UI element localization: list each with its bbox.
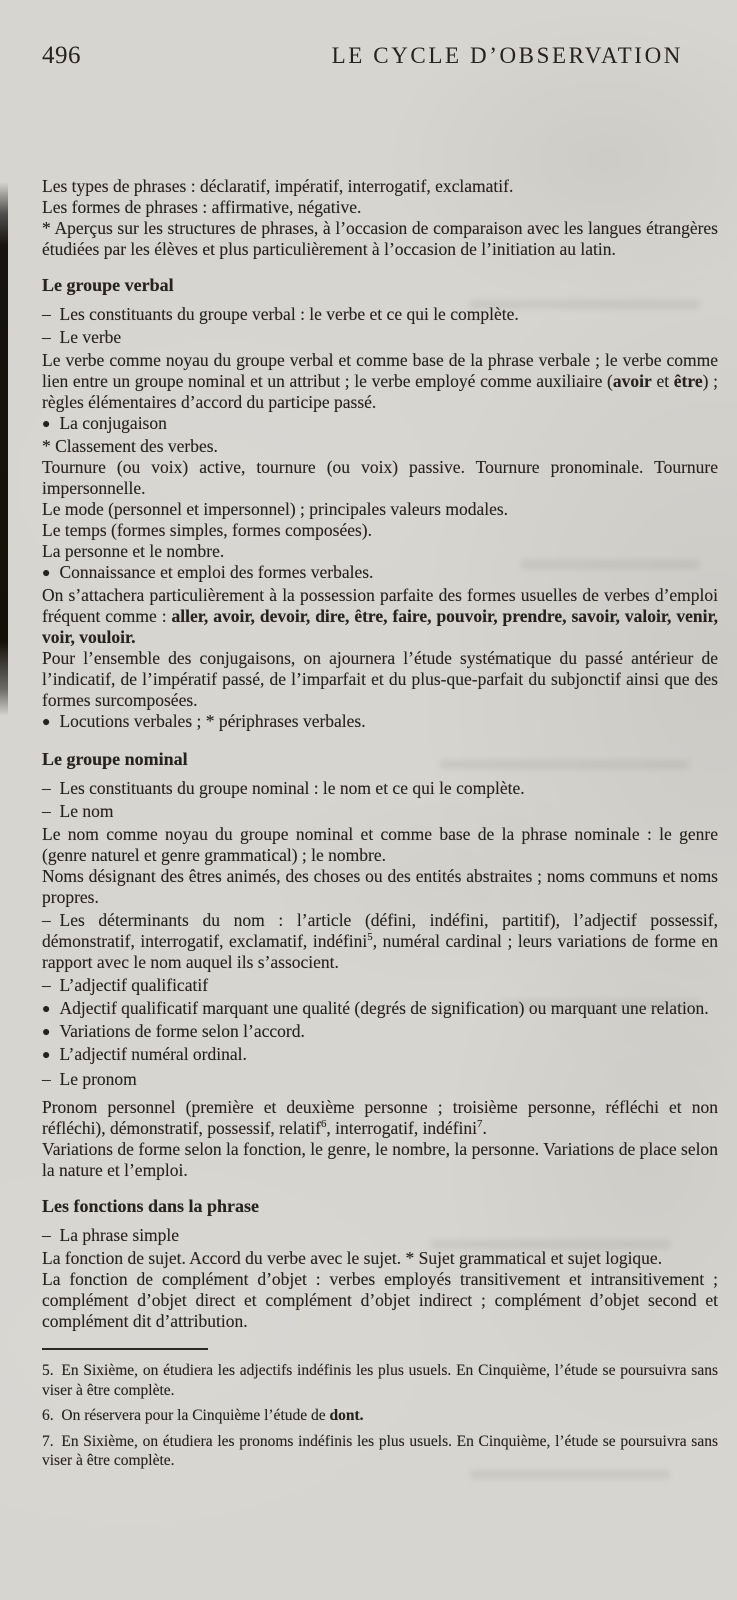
paragraph: Le temps (formes simples, formes composées). bbox=[42, 520, 372, 540]
list-item-dash: – Le pronom bbox=[42, 1069, 137, 1089]
footnote: 6. On réservera pour la Cinquième l’étude de dont. bbox=[42, 1407, 364, 1424]
bullet-icon: ● bbox=[42, 566, 51, 581]
paragraph: Le mode (personnel et impersonnel) ; principales valeurs modales. bbox=[42, 499, 509, 519]
paragraph: * Aperçus sur les structures de phrases, à l’occasion de comparaison avec les langues étrangères étudiées par les élèves et plus particulièrement à l’occasion de l’initiation au latin. bbox=[42, 218, 718, 259]
paragraph: Le nom comme noyau du groupe nominal et comme base de la phrase nominale : le genre (genre naturel et genre grammatical) ; le nombre. bbox=[42, 824, 718, 865]
list-item-dash: – Les constituants du groupe nominal : le nom et ce qui le complète. bbox=[42, 778, 525, 798]
list-item-dash: – Les déterminants du nom : l’article (défini, indéfini, partitif), l’adjectif possessif, démonstratif, interrogatif, exclamatif, indéfini$^5$, numéral cardinal ; leurs variations de forme en rapport avec le nom auquel ils s’associent. bbox=[42, 910, 718, 972]
paragraph: ● La conjugaison bbox=[42, 413, 167, 433]
paragraph: ● Adjectif qualificatif marquant une qualité (degrés de signification) ou marquant une relation. bbox=[42, 998, 709, 1018]
bullet-icon: ● bbox=[42, 417, 51, 432]
footnote: 7. En Sixième, on étudiera les pronoms indéfinis les plus usuels. En Cinquième, l’étude se poursuivra sans viser à être complète. bbox=[42, 1432, 718, 1469]
paragraph: ● Locutions verbales ; * périphrases verbales. bbox=[42, 711, 366, 731]
paragraph: Les types de phrases : déclaratif, impératif, interrogatif, exclamatif. bbox=[42, 176, 514, 196]
paragraph: La fonction de complément d’objet : verbes employés transitivement et intransitivement ; complément d’objet direct et complément d’objet indirect ; complément d’objet second et complément dit d’attribution. bbox=[42, 1269, 718, 1331]
paragraph: ● Variations de forme selon l’accord. bbox=[42, 1021, 305, 1041]
paragraph: On s’attachera particulièrement à la possession parfaite des formes usuelles de verbes d’emploi fréquent comme : aller, avoir, devoir, dire, être, faire, pouvoir, prendre, savoir, valoir, venir, voir, vouloir. bbox=[42, 585, 718, 647]
paragraph: Le verbe comme noyau du groupe verbal et comme base de la phrase verbale ; le verbe comme lien entre un groupe nominal et un attribut ; le verbe employé comme auxiliaire (avoir et être) ; règles élémentaires d’accord du participe passé. bbox=[42, 350, 718, 412]
paragraph: La personne et le nombre. bbox=[42, 541, 225, 561]
paragraph: La fonction de sujet. Accord du verbe avec le sujet. * Sujet grammatical et sujet logique. bbox=[42, 1248, 663, 1268]
section-heading-groupe-nominal: Le groupe nominal bbox=[42, 749, 188, 769]
page-body bbox=[42, 176, 718, 1477]
page-number: 496 bbox=[42, 42, 81, 69]
page-header bbox=[42, 42, 683, 70]
paragraph: Les formes de phrases : affirmative, négative. bbox=[42, 197, 362, 217]
list-item-dash: – La phrase simple bbox=[42, 1225, 180, 1245]
scan-edge-artifact bbox=[0, 182, 8, 716]
list-item-dash: – Le verbe bbox=[42, 327, 122, 347]
paragraph: * Classement des verbes. bbox=[42, 436, 218, 456]
paragraph: Variations de forme selon la fonction, le genre, le nombre, la personne. Variations de place selon la nature et l’emploi. bbox=[42, 1139, 718, 1180]
paragraph: Pronom personnel (première et deuxième personne ; troisième personne, réfléchi et non réfléchi), démonstratif, possessif, relatif$^6$, interrogatif, indéfini$^7$. bbox=[42, 1097, 718, 1138]
paragraph: ● L’adjectif numéral ordinal. bbox=[42, 1044, 247, 1064]
list-item-dash: – Les constituants du groupe verbal : le verbe et ce qui le complète. bbox=[42, 304, 519, 324]
running-title: LE CYCLE D’OBSERVATION bbox=[331, 43, 683, 68]
footnote: 5. En Sixième, on étudiera les adjectifs indéfinis les plus usuels. En Cinquième, l’étude se poursuivra sans viser à être complète. bbox=[42, 1362, 718, 1399]
section-heading-groupe-verbal: Le groupe verbal bbox=[42, 275, 174, 295]
paragraph: Pour l’ensemble des conjugaisons, on ajournera l’étude systématique du passé antérieur de l’indicatif, de l’impératif passé, de l’imparfait et du plus-que-parfait du subjonctif ainsi que des formes surcomposées. bbox=[42, 648, 718, 710]
bullet-icon: ● bbox=[42, 1002, 51, 1017]
bullet-icon: ● bbox=[42, 1048, 51, 1063]
list-item-dash: – L’adjectif qualificatif bbox=[42, 975, 209, 995]
bullet-icon: ● bbox=[42, 715, 51, 730]
paragraph: ● Connaissance et emploi des formes verbales. bbox=[42, 562, 374, 582]
paragraph: Tournure (ou voix) active, tournure (ou voix) passive. Tournure pronominale. Tournure impersonnelle. bbox=[42, 457, 718, 498]
section-heading-fonctions: Les fonctions dans la phrase bbox=[42, 1196, 260, 1216]
footnote-rule bbox=[42, 1348, 208, 1350]
list-item-dash: – Le nom bbox=[42, 801, 114, 821]
bullet-icon: ● bbox=[42, 1025, 51, 1040]
paragraph: Noms désignant des êtres animés, des choses ou des entités abstraites ; noms communs et noms propres. bbox=[42, 866, 718, 907]
